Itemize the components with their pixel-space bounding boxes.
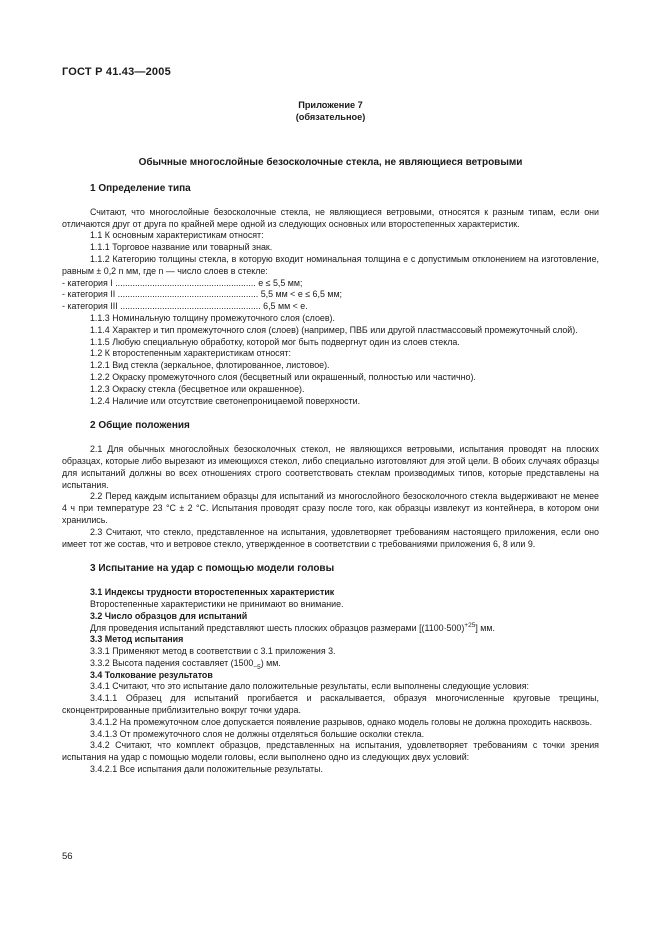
category-item: - категория II ......................................................... 5,5 мм < e ≤ 6,5 мм; <box>62 289 343 300</box>
paragraph <box>62 623 599 635</box>
category-item: - категория I ......................................................... e ≤ 5,5 мм; <box>62 277 303 288</box>
subsection-heading: 3.2 Число образцов для испытаний <box>90 610 248 621</box>
paragraph: 3.3.1 Применяют метод в соответствии с 3.1 приложения 3. <box>90 646 336 657</box>
text: Для проведения испытаний представляют шесть плоских образцов размерами [(1100·500) <box>90 622 465 633</box>
paragraph: 1.1.3 Номинальную толщину промежуточного слоя (слоев). <box>90 312 335 323</box>
paragraph: 1.1.5 Любую специальную обработку, которой мог быть подвергнут один из слоев стекла. <box>90 336 460 347</box>
paragraph: 1.1.2 Категорию толщины стекла, в которую входит номинальная толщина e с допустимым отклонением на изготовление, равным ± 0,2 n мм, где n — число слоев в стекле: <box>62 253 599 276</box>
text: ) мм. <box>260 657 281 668</box>
paragraph: 1.2.1 Вид стекла (зеркальное, флотированное, листовое). <box>90 360 330 371</box>
tolerance-superscript: +25 <box>464 621 476 629</box>
paragraph: 2.2 Перед каждым испытанием образцы для испытаний из многослойного безосколочного стекла выдерживают не менее 4 ч при температуре 23 °С ± 2 °С. Испытания проводят сразу после того, как образцы извлекут из контейнера, в котором они хранились. <box>62 491 599 525</box>
paragraph: 2.1 Для обычных многослойных безосколочных стекол, не являющихся ветровыми, испытания проводят на плоских образцах, которые либо вырезают из имеющихся стекол, либо специально изготовляют для этой цели. В обоих случаях образцы для испытаний должны во всех отношениях строго соответствовать стеклам производимых типов, которые представлены на испытания. <box>62 444 599 490</box>
section-1-heading: 1 Определение типа <box>90 183 191 194</box>
page-number: 56 <box>62 851 73 862</box>
paragraph: 3.4.1 Считают, что это испытание дало положительные результаты, если выполнены следующие условия: <box>90 681 530 692</box>
paragraph: 3.4.1.2 На промежуточном слое допускается появление разрывов, однако модель головы не должна проходить насквозь. <box>90 716 593 727</box>
paragraph: 1.2.4 Наличие или отсутствие светонепроницаемой поверхности. <box>90 395 361 406</box>
standard-code-header: ГОСТ Р 41.43—2005 <box>62 66 171 78</box>
category-item: - категория III ......................................................... 6,5 мм < e. <box>62 301 308 312</box>
paragraph: 1.1.1 Торговое название или товарный знак. <box>90 242 273 253</box>
tolerance-subscript: −5 <box>253 663 261 671</box>
subsection-heading: 3.4 Толкование результатов <box>90 669 213 680</box>
paragraph: 3.4.2.1 Все испытания дали положительные результаты. <box>90 764 323 775</box>
paragraph <box>62 658 599 670</box>
document-title: Обычные многослойные безосколочные стекла, не являющиеся ветровыми <box>138 157 523 168</box>
section-2-heading: 2 Общие положения <box>90 420 190 432</box>
subsection-heading: 3.3 Метод испытания <box>90 634 184 645</box>
paragraph: 3.4.1.1 Образец для испытаний прогибается и раскалывается, образуя многочисленные круговые трещины, сконцентрированные приблизительно вокруг точки удара. <box>62 693 599 716</box>
paragraph: 3.4.1.3 От промежуточного слоя не должны отделяться большие осколки стекла. <box>90 728 425 739</box>
paragraph: 1.2.3 Окраску стекла (бесцветное или окрашенное). <box>90 383 305 394</box>
appendix-title: Приложение 7 <box>298 100 363 110</box>
section-3-heading: 3 Испытание на удар с помощью модели головы <box>90 563 335 575</box>
paragraph: 1.1.4 Характер и тип промежуточного слоя (слоев) (например, ПВБ или другой пластмассовый промежуточный слой). <box>90 324 578 335</box>
paragraph: 1.2 К второстепенным характеристикам относят: <box>90 348 291 359</box>
paragraph: 3.4.2 Считают, что комплект образцов, представленных на испытания, удовлетворяет требованиям с точки зрения испытания на удар с помощью модели головы, если выполнено одно из следующих двух условий: <box>62 740 599 763</box>
text: ] мм. <box>475 622 495 633</box>
appendix-heading <box>62 99 599 123</box>
text: 3.3.2 Высота падения составляет (1500 <box>90 657 254 668</box>
paragraph: 1.1 К основным характеристикам относят: <box>90 230 264 241</box>
appendix-status: (обязательное) <box>295 112 366 122</box>
paragraph: 2.3 Считают, что стекло, представленное на испытания, удовлетворяет требованиям настоящего приложения, если оно имеет тот же состав, что и ветровое стекло, утвержденное в соответствии с требованиями приложения 6, 8 или 9. <box>62 526 599 549</box>
document-body <box>62 183 599 776</box>
subsection-heading: 3.1 Индексы трудности второстепенных характеристик <box>90 587 335 598</box>
paragraph: Считают, что многослойные безосколочные стекла, не являющиеся ветровыми, относятся к разным типам, если они отличаются друг от друга по крайней мере одной из следующих основных или второстепенных характеристик. <box>62 206 599 229</box>
paragraph: 1.2.2 Окраску промежуточного слоя (бесцветный или окрашенный, полностью или частично). <box>90 371 476 382</box>
paragraph: Второстепенные характеристики не принимают во внимание. <box>90 598 344 609</box>
